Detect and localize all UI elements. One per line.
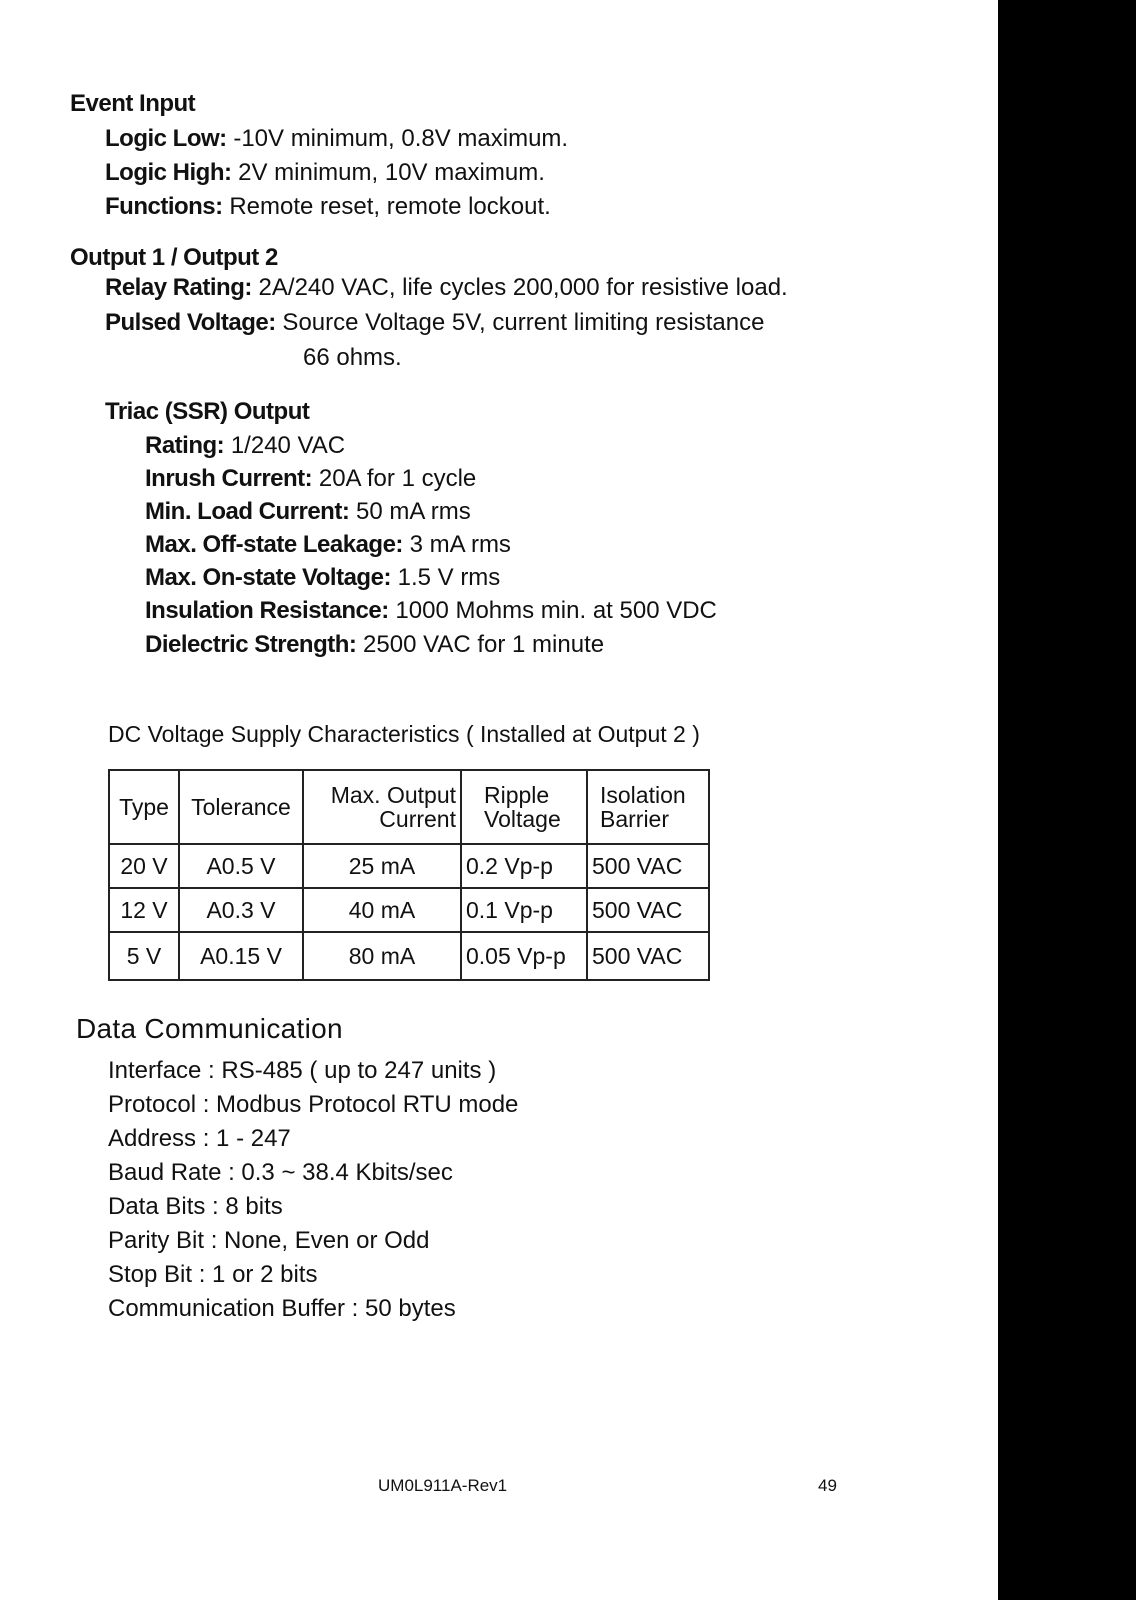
logic-high-label: Logic High: <box>105 159 232 186</box>
relay-rating-spec <box>105 273 788 303</box>
max-off-value: 3 mA rms <box>402 531 511 558</box>
cell-current: 25 mA <box>303 844 461 888</box>
comm-line-parity-bit: Parity Bit : None, Even or Odd <box>108 1227 430 1254</box>
relay-rating-value: 2A/240 VAC, life cycles 200,000 for resistive load. <box>251 274 788 301</box>
cell-tolerance: A0.3 V <box>179 888 303 932</box>
logic-low-spec <box>105 124 568 154</box>
dc-supply-caption: DC Voltage Supply Characteristics ( Installed at Output 2 ) <box>108 721 700 747</box>
min-load-value: 50 mA rms <box>349 498 471 525</box>
footer-doc-id: UM0L911A-Rev1 <box>378 1476 508 1495</box>
cell-ripple: 0.1 Vp-p <box>461 888 587 932</box>
max-on-value: 1.5 V rms <box>390 564 501 591</box>
insulation-label: Insulation Resistance: <box>145 597 389 624</box>
table-header-row <box>109 770 709 844</box>
cell-tolerance: A0.5 V <box>179 844 303 888</box>
header-current-line2: Current <box>379 806 456 832</box>
max-off-spec <box>145 530 511 560</box>
functions-value: Remote reset, remote lockout. <box>222 193 551 220</box>
triac-rating-spec <box>145 431 345 461</box>
min-load-spec <box>145 497 471 527</box>
comm-line-baud-rate: Baud Rate : 0.3 ~ 38.4 Kbits/sec <box>108 1159 453 1186</box>
insulation-spec <box>145 596 717 626</box>
inrush-label: Inrush Current: <box>145 465 313 492</box>
functions-spec <box>105 192 551 222</box>
header-ripple-line2: Voltage <box>484 806 561 832</box>
inrush-spec <box>145 464 476 494</box>
functions-label: Functions: <box>105 193 223 220</box>
cell-ripple: 0.2 Vp-p <box>461 844 587 888</box>
header-tolerance: Tolerance <box>179 770 303 844</box>
dielectric-spec <box>145 630 604 660</box>
cell-isolation: 500 VAC <box>587 932 709 980</box>
header-current-line1: Max. Output <box>330 782 456 808</box>
dc-supply-table <box>108 769 710 981</box>
insulation-value: 1000 Mohms min. at 500 VDC <box>388 597 717 624</box>
event-input-heading: Event Input <box>70 90 196 117</box>
table-row <box>109 932 709 980</box>
pulsed-voltage-cont: 66 ohms. <box>303 344 402 371</box>
output-heading: Output 1 / Output 2 <box>70 244 278 271</box>
header-type: Type <box>109 770 179 844</box>
data-communication-heading: Data Communication <box>76 1013 343 1044</box>
header-ripple <box>461 770 587 844</box>
cell-type: 5 V <box>109 932 179 980</box>
header-ripple-line1: Ripple <box>484 782 550 808</box>
header-current <box>303 770 461 844</box>
min-load-label: Min. Load Current: <box>145 498 350 525</box>
page-number: 49 <box>818 1476 837 1495</box>
max-on-label: Max. On-state Voltage: <box>145 564 391 591</box>
logic-high-value: 2V minimum, 10V maximum. <box>231 159 545 186</box>
max-off-label: Max. Off-state Leakage: <box>145 531 403 558</box>
pulsed-voltage-spec <box>105 308 764 338</box>
cell-current: 80 mA <box>303 932 461 980</box>
cell-ripple: 0.05 Vp-p <box>461 932 587 980</box>
dielectric-label: Dielectric Strength: <box>145 631 357 658</box>
dielectric-value: 2500 VAC for 1 minute <box>356 631 605 658</box>
comm-line-address: Address : 1 - 247 <box>108 1125 291 1152</box>
comm-line-buffer: Communication Buffer : 50 bytes <box>108 1295 456 1322</box>
logic-low-value: -10V minimum, 0.8V maximum. <box>226 125 569 152</box>
cell-current: 40 mA <box>303 888 461 932</box>
table-row <box>109 888 709 932</box>
pulsed-voltage-label: Pulsed Voltage: <box>105 309 276 336</box>
inrush-value: 20A for 1 cycle <box>312 465 477 492</box>
header-isolation-line1: Isolation <box>600 782 686 808</box>
scan-black-edge <box>998 0 1136 1600</box>
cell-type: 12 V <box>109 888 179 932</box>
cell-type: 20 V <box>109 844 179 888</box>
max-on-spec <box>145 563 500 593</box>
logic-high-spec <box>105 158 545 188</box>
comm-line-interface: Interface : RS-485 ( up to 247 units ) <box>108 1057 497 1084</box>
table-row <box>109 844 709 888</box>
header-isolation-line2: Barrier <box>600 806 670 832</box>
cell-isolation: 500 VAC <box>587 844 709 888</box>
comm-line-stop-bit: Stop Bit : 1 or 2 bits <box>108 1261 318 1288</box>
logic-low-label: Logic Low: <box>105 125 227 152</box>
pulsed-voltage-value: Source Voltage 5V, current limiting resistance <box>275 309 765 336</box>
header-isolation <box>587 770 709 844</box>
comm-line-protocol: Protocol : Modbus Protocol RTU mode <box>108 1091 519 1118</box>
cell-isolation: 500 VAC <box>587 888 709 932</box>
triac-rating-label: Rating: <box>145 432 225 459</box>
relay-rating-label: Relay Rating: <box>105 274 252 301</box>
cell-tolerance: A0.15 V <box>179 932 303 980</box>
triac-rating-value: 1/240 VAC <box>224 432 346 459</box>
comm-line-data-bits: Data Bits : 8 bits <box>108 1193 283 1220</box>
triac-heading: Triac (SSR) Output <box>105 398 310 425</box>
